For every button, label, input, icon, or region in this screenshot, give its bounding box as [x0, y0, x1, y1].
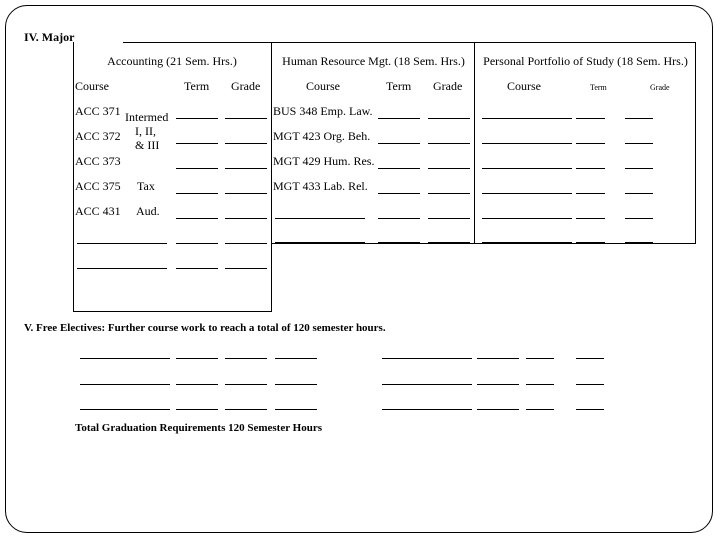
- accounting-grade-blank: [225, 243, 267, 244]
- accounting-row-note: I, II,: [135, 124, 156, 138]
- accounting-grade-blank: [225, 118, 267, 119]
- elective-term-blank: [176, 409, 218, 410]
- elective-course-blank: [382, 384, 472, 385]
- accounting-row-note: Tax: [137, 179, 155, 193]
- elective-grade-blank: [526, 358, 554, 359]
- hrm-title: Human Resource Mgt. (18 Sem. Hrs.): [282, 54, 465, 68]
- hrm-term-blank: [378, 242, 420, 243]
- hrm-course-header: Course: [306, 79, 340, 93]
- accounting-title: Accounting (21 Sem. Hrs.): [107, 54, 237, 68]
- accounting-term-blank: [176, 168, 218, 169]
- accounting-row-course: ACC 431: [75, 204, 121, 218]
- accounting-row-note: Aud.: [136, 204, 160, 218]
- accounting-grade-blank: [225, 143, 267, 144]
- hrm-grade-header: Grade: [433, 79, 463, 93]
- elective-course-blank: [382, 358, 472, 359]
- hrm-row-course: MGT 433 Lab. Rel.: [273, 179, 368, 193]
- accounting-grade-blank: [225, 193, 267, 194]
- portfolio-course-blank: [482, 193, 572, 194]
- accounting-left-border: [73, 42, 74, 312]
- elective-hours-blank: [576, 409, 604, 410]
- accounting-grade-header: Grade: [231, 79, 261, 93]
- accounting-row-note: Intermed: [125, 110, 169, 124]
- hrm-term-blank: [378, 168, 420, 169]
- portfolio-grade-blank: [625, 168, 653, 169]
- portfolio-term-blank: [576, 143, 605, 144]
- free-electives-heading: V. Free Electives: Further course work to reach a total of 120 semester hours.: [24, 322, 386, 334]
- accounting-grade-blank: [225, 268, 267, 269]
- accounting-term-blank: [176, 193, 218, 194]
- hrm-row-course: BUS 348 Emp. Law.: [273, 104, 373, 118]
- accounting-row-course: ACC 372: [75, 129, 121, 143]
- portfolio-grade-blank: [625, 242, 653, 243]
- major-heading: IV. Major: [24, 30, 75, 44]
- elective-grade-blank: [225, 358, 267, 359]
- accounting-bottom-border: [73, 311, 272, 312]
- portfolio-grade-blank: [625, 193, 653, 194]
- portfolio-course-header: Course: [507, 79, 541, 93]
- portfolio-grade-blank: [625, 118, 653, 119]
- elective-term-blank: [477, 384, 519, 385]
- hrm-course-blank: [275, 242, 365, 243]
- elective-grade-blank: [225, 409, 267, 410]
- elective-term-blank: [176, 384, 218, 385]
- hrm-portfolio-divider: [474, 42, 475, 244]
- elective-hours-blank: [275, 409, 317, 410]
- accounting-course-blank: [77, 268, 167, 269]
- hrm-term-blank: [378, 118, 420, 119]
- hrm-term-blank: [378, 143, 420, 144]
- hrm-course-blank: [275, 218, 365, 219]
- portfolio-term-blank: [576, 118, 605, 119]
- hrm-grade-blank: [428, 118, 470, 119]
- elective-course-blank: [382, 409, 472, 410]
- accounting-term-blank: [176, 118, 218, 119]
- accounting-row-course: ACC 371: [75, 104, 121, 118]
- accounting-grade-blank: [225, 218, 267, 219]
- portfolio-term-blank: [576, 218, 605, 219]
- elective-grade-blank: [225, 384, 267, 385]
- hrm-grade-blank: [428, 218, 470, 219]
- hrm-row-course: MGT 423 Org. Beh.: [273, 129, 371, 143]
- accounting-row-note: & III: [135, 138, 160, 152]
- portfolio-grade-blank: [625, 218, 653, 219]
- portfolio-right-border: [695, 42, 696, 244]
- hrm-term-blank: [378, 218, 420, 219]
- hrm-grade-blank: [428, 242, 470, 243]
- elective-grade-blank: [526, 409, 554, 410]
- accounting-course-header: Course: [75, 79, 109, 93]
- portfolio-term-blank: [576, 193, 605, 194]
- elective-course-blank: [80, 358, 170, 359]
- accounting-term-blank: [176, 243, 218, 244]
- portfolio-term-blank: [576, 168, 605, 169]
- portfolio-term-blank: [576, 242, 605, 243]
- portfolio-course-blank: [482, 118, 572, 119]
- portfolio-grade-header: Grade: [650, 83, 670, 92]
- hrm-row-course: MGT 429 Hum. Res.: [273, 154, 375, 168]
- accounting-row-course: ACC 373: [75, 154, 121, 168]
- elective-hours-blank: [275, 384, 317, 385]
- major-heading-rule: [123, 42, 695, 43]
- accounting-right-border: [271, 42, 272, 312]
- hrm-grade-blank: [428, 143, 470, 144]
- elective-course-blank: [80, 384, 170, 385]
- portfolio-title: Personal Portfolio of Study (18 Sem. Hrs.): [483, 54, 688, 68]
- accounting-term-blank: [176, 268, 218, 269]
- portfolio-course-blank: [482, 218, 572, 219]
- total-graduation-requirements: Total Graduation Requirements 120 Semester Hours: [75, 422, 322, 434]
- portfolio-term-header: Term: [590, 83, 607, 92]
- hrm-portfolio-bottom-border: [271, 243, 696, 244]
- accounting-grade-blank: [225, 168, 267, 169]
- elective-hours-blank: [576, 384, 604, 385]
- portfolio-course-blank: [482, 168, 572, 169]
- accounting-course-blank: [77, 243, 167, 244]
- portfolio-course-blank: [482, 242, 572, 243]
- accounting-row-course: ACC 375: [75, 179, 121, 193]
- elective-hours-blank: [576, 358, 604, 359]
- accounting-term-blank: [176, 218, 218, 219]
- elective-hours-blank: [275, 358, 317, 359]
- elective-term-blank: [477, 409, 519, 410]
- accounting-term-blank: [176, 143, 218, 144]
- accounting-term-header: Term: [184, 79, 210, 93]
- hrm-grade-blank: [428, 193, 470, 194]
- portfolio-grade-blank: [625, 143, 653, 144]
- hrm-term-blank: [378, 193, 420, 194]
- elective-term-blank: [477, 358, 519, 359]
- elective-course-blank: [80, 409, 170, 410]
- hrm-term-header: Term: [386, 79, 412, 93]
- elective-term-blank: [176, 358, 218, 359]
- portfolio-course-blank: [482, 143, 572, 144]
- hrm-grade-blank: [428, 168, 470, 169]
- elective-grade-blank: [526, 384, 554, 385]
